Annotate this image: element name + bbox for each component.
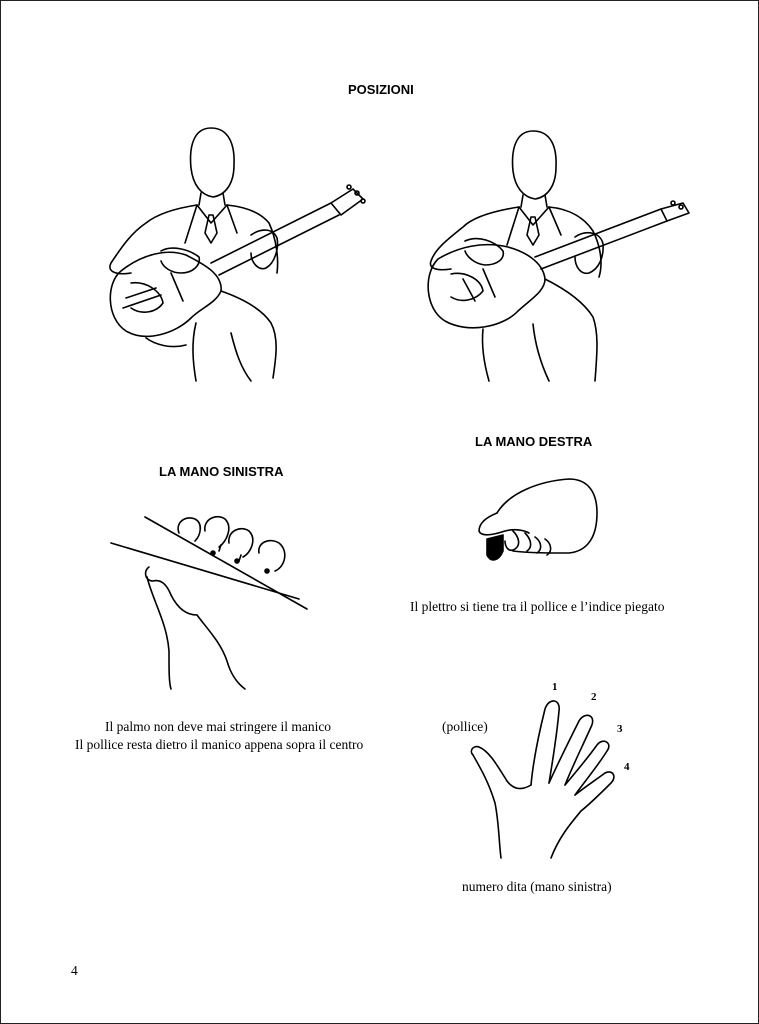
right-hand-caption: Il plettro si tiene tra il pollice e l’indice piegato — [410, 599, 665, 614]
left-hand-heading: LA MANO SINISTRA — [159, 464, 284, 479]
guitarist-left-illustration — [101, 123, 371, 383]
left-hand-illustration — [109, 511, 309, 691]
left-hand-caption-line-2: Il pollice resta dietro il manico appena sopra il centro — [75, 737, 364, 752]
finger-number-2: 2 — [591, 691, 597, 703]
right-hand-heading: LA MANO DESTRA — [475, 434, 593, 449]
finger-number-4: 4 — [624, 761, 630, 773]
finger-number-1: 1 — [552, 681, 558, 693]
hand-finger-numbering-illustration — [467, 693, 627, 863]
thumb-label: (pollice) — [442, 719, 488, 734]
finger-number-3: 3 — [617, 723, 623, 735]
page-number: 4 — [71, 963, 78, 978]
page-title: POSIZIONI — [348, 82, 414, 97]
left-hand-caption-line-1: Il palmo non deve mai stringere il manico — [105, 719, 332, 734]
right-hand-illustration — [469, 473, 604, 573]
finger-numbers-caption: numero dita (mano sinistra) — [462, 879, 612, 894]
guitarist-right-illustration — [423, 129, 693, 384]
